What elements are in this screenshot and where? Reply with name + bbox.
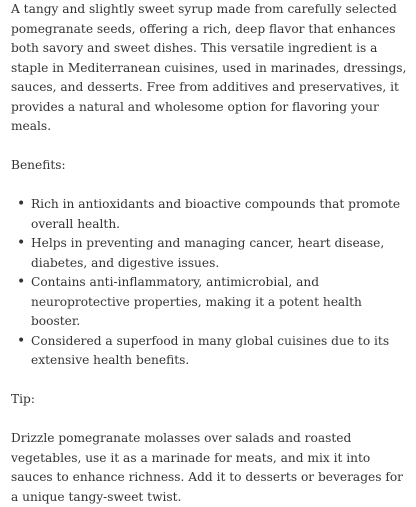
tip-paragraph: Drizzle pomegranate molasses over salads and roasted vegetables, use it as a marinade for meats, and mix it into sauces to enhance richness. Add it to desserts or beverages for a unique tangy-sweet twist. [11, 431, 404, 504]
benefits-heading: Benefits: [11, 158, 66, 172]
list-item [31, 195, 407, 234]
intro-paragraph: A tangy and slightly sweet syrup made from carefully selected pomegranate seeds, offering a rich, deep flavor that enhances both savory and sweet dishes. This versatile ingredient is a staple in Mediterranean cuisines, used in marinades, dressings, sauces, and desserts. Free from additives and preservatives, it provides a natural and wholesome option for flavoring your meals. [11, 2, 407, 133]
tip-heading: Tip: [11, 392, 35, 406]
list-item-text: Contains anti-inflammatory, antimicrobial, and neuroprotective properties, making it a potent health booster. [31, 275, 362, 328]
list-item-text: Considered a superfood in many global cuisines due to its extensive health benefits. [31, 333, 390, 367]
bullet-icon [17, 332, 23, 352]
list-item [31, 273, 407, 332]
bullet-icon [17, 195, 23, 215]
list-item [31, 332, 407, 371]
benefits-list [11, 195, 407, 371]
list-item-text: Rich in antioxidants and bioactive compounds that promote overall health. [31, 197, 401, 231]
bullet-icon [17, 273, 23, 293]
bullet-icon [17, 234, 23, 254]
list-item-text: Helps in preventing and managing cancer, heart disease, diabetes, and digestive issues. [31, 236, 385, 270]
list-item [31, 234, 407, 273]
